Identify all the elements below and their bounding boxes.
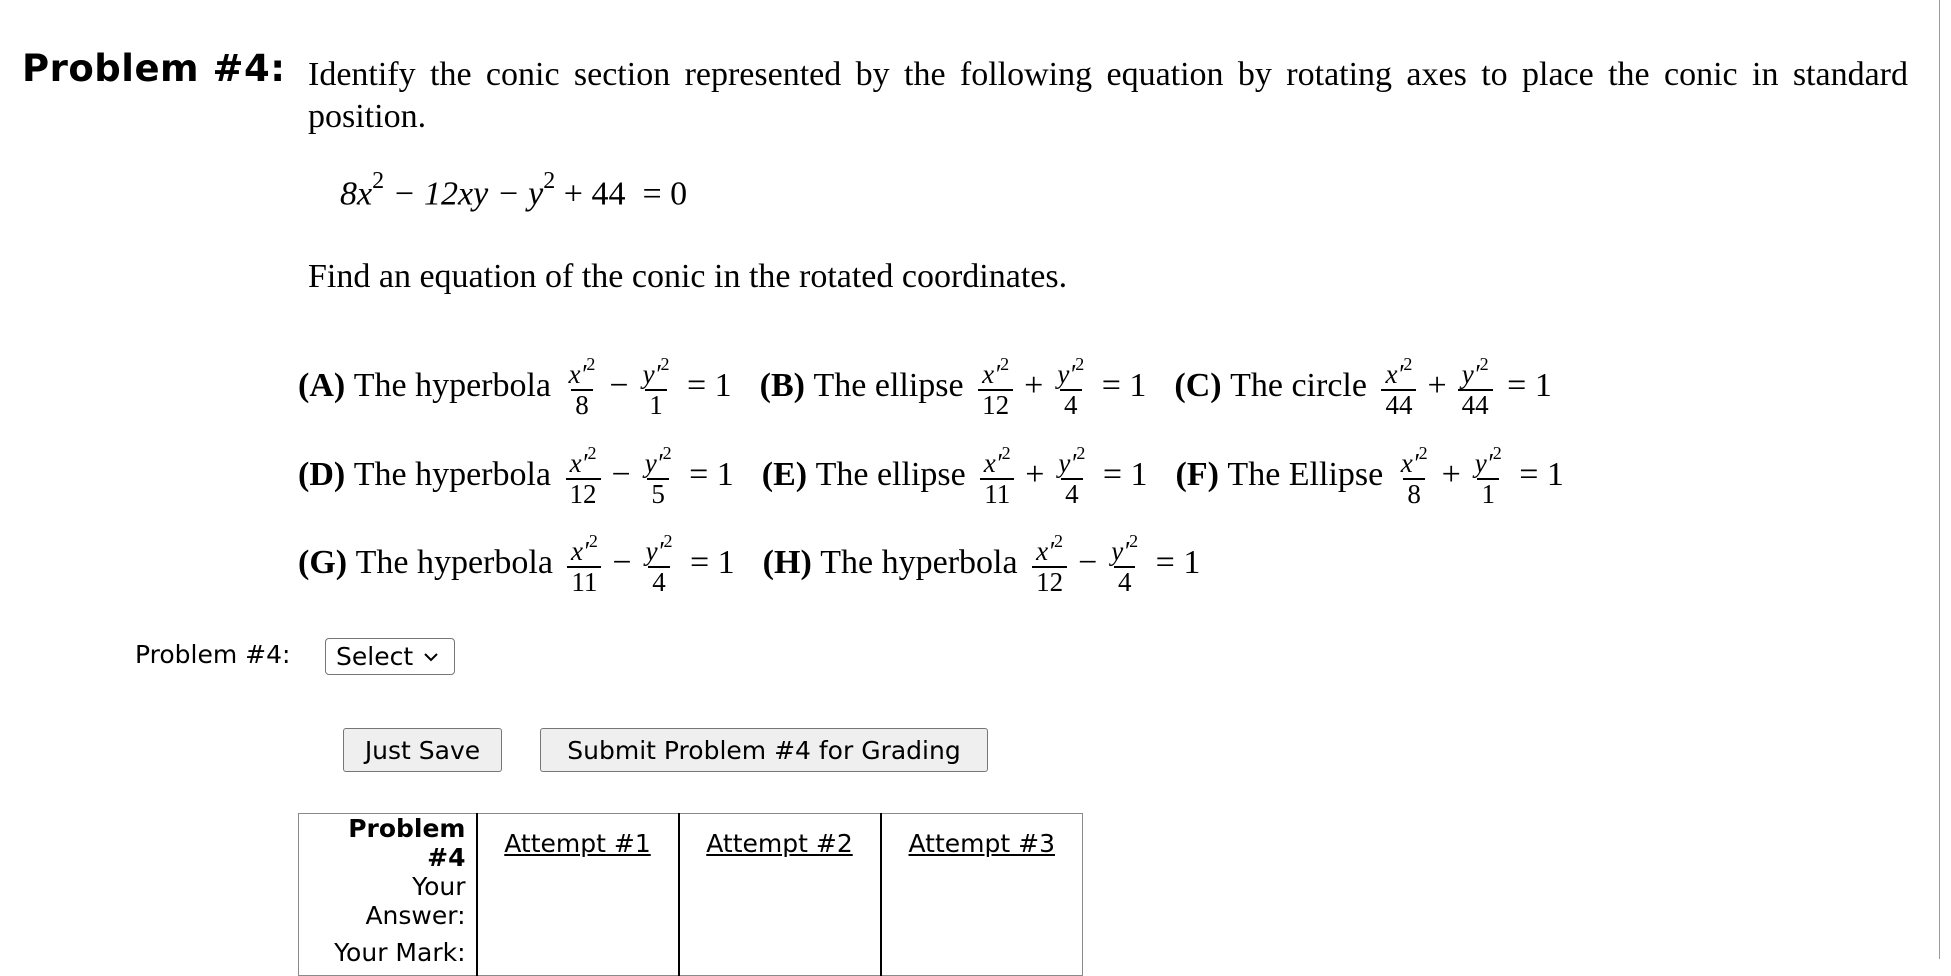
table-row <box>299 814 1083 873</box>
fraction-exponent: 2 <box>1418 442 1428 463</box>
fraction-x <box>566 442 601 509</box>
option-name: The circle <box>1230 367 1367 404</box>
fraction-numerator: y′ <box>1058 447 1077 478</box>
fraction-numerator: y′ <box>642 358 661 389</box>
fraction-x <box>566 353 599 420</box>
option-name: The ellipse <box>815 456 966 493</box>
option-rhs: = 1 <box>1507 367 1552 404</box>
fraction-denominator: 12 <box>978 389 1013 420</box>
fraction-numerator: x′ <box>982 358 1001 389</box>
fraction-denominator: 5 <box>647 478 669 509</box>
fraction-denominator: 1 <box>645 389 667 420</box>
fraction-denominator: 1 <box>1477 478 1499 509</box>
fraction-numerator: x′ <box>568 358 587 389</box>
chevron-down-icon <box>423 647 439 666</box>
fraction-denominator: 4 <box>1114 566 1136 597</box>
fraction-numerator: y′ <box>1474 447 1493 478</box>
eq-exp-2: 2 <box>543 168 556 194</box>
attempts-table <box>298 813 1083 976</box>
fraction-denominator: 12 <box>566 478 601 509</box>
fraction-y <box>642 442 675 509</box>
option-rhs: = 1 <box>689 544 735 581</box>
option-name: The Ellipse <box>1227 456 1384 493</box>
fraction-denominator: 4 <box>1061 478 1083 509</box>
eq-rhs: = 0 <box>642 175 688 213</box>
answer-cell-2 <box>679 872 881 930</box>
options-row-3 <box>298 528 1200 598</box>
fraction-numerator: y′ <box>1461 358 1480 389</box>
fraction-exponent: 2 <box>1001 442 1011 463</box>
attempt-2-link[interactable]: Attempt #2 <box>679 814 881 873</box>
fraction-y <box>640 353 673 420</box>
fraction-exponent: 2 <box>1479 353 1489 374</box>
option-name: The hyperbola <box>353 367 552 404</box>
fraction-numerator: x′ <box>1036 535 1055 566</box>
option-operator: − <box>612 544 632 581</box>
your-answer-label: Your Answer: <box>299 872 477 930</box>
eq-term-1: 8x <box>340 175 373 213</box>
fraction-exponent: 2 <box>1403 353 1413 374</box>
option-rhs: = 1 <box>1519 456 1564 493</box>
option-label: (D) <box>298 456 346 493</box>
answer-select[interactable] <box>325 638 455 675</box>
option-label: (E) <box>761 456 808 493</box>
option-operator: + <box>1025 456 1045 493</box>
table-row <box>299 872 1083 930</box>
fraction-numerator: x′ <box>569 447 588 478</box>
fraction-y <box>1055 442 1088 509</box>
attempt-1-link[interactable]: Attempt #1 <box>477 814 679 873</box>
answer-select-value: Select <box>336 642 414 671</box>
option-g <box>298 530 735 597</box>
mark-cell-3 <box>881 930 1083 976</box>
answer-cell-3 <box>881 872 1083 930</box>
fraction-exponent: 2 <box>1054 530 1064 551</box>
fraction-x <box>1398 442 1431 509</box>
fraction-exponent: 2 <box>1075 353 1085 374</box>
fraction-numerator: x′ <box>1400 447 1419 478</box>
page-right-border <box>1939 0 1940 959</box>
option-e <box>762 442 1148 509</box>
fraction-numerator: y′ <box>1057 358 1076 389</box>
option-label: (H) <box>762 544 812 581</box>
fraction-x <box>1032 530 1067 597</box>
fraction-exponent: 2 <box>662 442 672 463</box>
fraction-denominator: 12 <box>1032 566 1067 597</box>
problem-heading: Problem #4: <box>22 47 286 90</box>
option-rhs: = 1 <box>1102 456 1148 493</box>
option-operator: + <box>1024 367 1044 404</box>
option-c <box>1174 353 1551 420</box>
mark-cell-1 <box>477 930 679 976</box>
answer-cell-1 <box>477 872 679 930</box>
option-operator: − <box>611 456 631 493</box>
fraction-exponent: 2 <box>587 442 597 463</box>
fraction-x <box>980 442 1014 509</box>
fraction-y <box>643 530 676 597</box>
submit-for-grading-button[interactable]: Submit Problem #4 for Grading <box>540 728 988 772</box>
fraction-exponent: 2 <box>663 530 673 551</box>
fraction-denominator: 4 <box>1060 389 1082 420</box>
fraction-denominator: 11 <box>567 566 601 597</box>
fraction-exponent: 2 <box>1492 442 1502 463</box>
fraction-denominator: 8 <box>1403 478 1425 509</box>
fraction-x <box>978 353 1013 420</box>
fraction-denominator: 44 <box>1381 389 1416 420</box>
table-header-problem: Problem #4 <box>299 814 477 873</box>
option-label: (C) <box>1174 367 1222 404</box>
fraction-numerator: y′ <box>644 447 663 478</box>
fraction-numerator: x′ <box>1385 358 1404 389</box>
option-rhs: = 1 <box>1101 367 1147 404</box>
fraction-numerator: x′ <box>570 535 589 566</box>
option-d <box>298 442 734 509</box>
find-instruction: Find an equation of the conic in the rotated coordinates. <box>308 258 1068 295</box>
eq-term-2: − 12xy − y <box>384 175 544 213</box>
mark-cell-2 <box>679 930 881 976</box>
eq-exp-1: 2 <box>372 168 385 194</box>
fraction-numerator: y′ <box>645 535 664 566</box>
fraction-y <box>1108 530 1141 597</box>
option-label: (B) <box>759 367 805 404</box>
fraction-exponent: 2 <box>588 530 598 551</box>
option-rhs: = 1 <box>689 456 734 493</box>
option-rhs: = 1 <box>686 367 732 404</box>
eq-term-3: + 44 <box>555 175 626 213</box>
table-row <box>299 930 1083 976</box>
fraction-exponent: 2 <box>660 353 670 374</box>
answer-label: Problem #4: <box>135 640 291 669</box>
fraction-exponent: 2 <box>1129 530 1139 551</box>
fraction-x <box>567 530 601 597</box>
option-h <box>763 530 1201 597</box>
fraction-denominator: 4 <box>648 566 670 597</box>
option-operator: + <box>1427 367 1447 404</box>
option-name: The hyperbola <box>820 544 1018 581</box>
option-label: (F) <box>1175 456 1219 493</box>
fraction-y <box>1458 353 1493 420</box>
problem-statement: Identify the conic section represented by the following equation by rotating axes to place the conic in standard position. <box>308 56 1908 135</box>
options-row-2 <box>298 440 1564 510</box>
option-label: (A) <box>298 367 346 404</box>
option-operator: − <box>609 367 629 404</box>
fraction-denominator: 11 <box>980 478 1014 509</box>
option-label: (G) <box>298 544 348 581</box>
fraction-denominator: 8 <box>571 389 593 420</box>
fraction-y <box>1472 442 1505 509</box>
attempt-3-link[interactable]: Attempt #3 <box>908 828 1055 858</box>
fraction-x <box>1381 353 1416 420</box>
option-name: The hyperbola <box>353 456 552 493</box>
fraction-numerator: x′ <box>983 447 1002 478</box>
option-f <box>1176 442 1564 509</box>
fraction-exponent: 2 <box>586 353 596 374</box>
fraction-numerator: y′ <box>1111 535 1130 566</box>
option-b <box>760 353 1147 420</box>
option-a <box>298 353 732 420</box>
fraction-exponent: 2 <box>1076 442 1086 463</box>
your-mark-label: Your Mark: <box>299 930 477 976</box>
fraction-denominator: 44 <box>1458 389 1493 420</box>
just-save-button[interactable]: Just Save <box>343 728 502 772</box>
options-row-1 <box>298 351 1552 421</box>
option-rhs: = 1 <box>1155 544 1201 581</box>
option-name: The hyperbola <box>355 544 553 581</box>
option-operator: − <box>1078 544 1098 581</box>
fraction-exponent: 2 <box>1000 353 1010 374</box>
fraction-y <box>1054 353 1087 420</box>
option-name: The ellipse <box>813 367 964 404</box>
option-operator: + <box>1441 456 1461 493</box>
conic-equation <box>340 168 688 213</box>
